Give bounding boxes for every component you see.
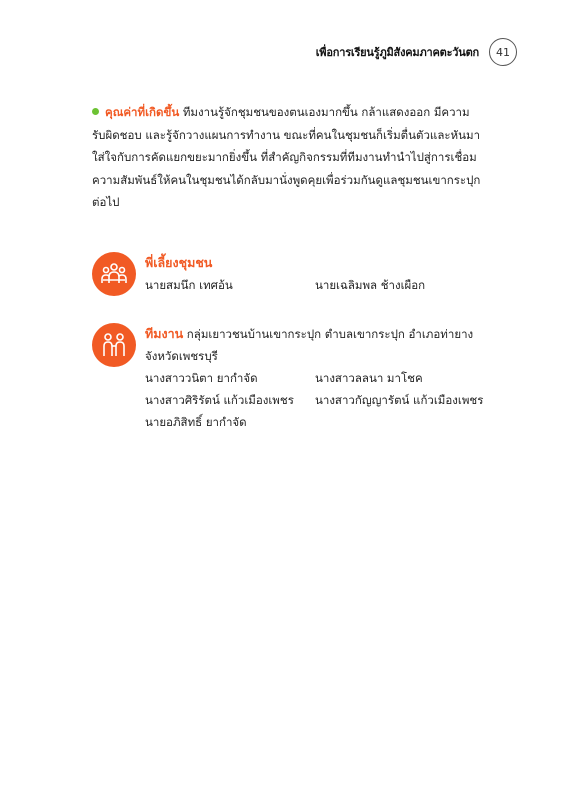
- outcome-paragraph: [92, 101, 506, 214]
- team-member: นางสาวกัญญารัตน์ แก้วเมืองเพชร: [315, 393, 484, 407]
- outcome-lead: คุณค่าที่เกิดขึ้น: [105, 105, 180, 119]
- mentors-title: พี่เลี้ยงชุมชน: [145, 255, 213, 270]
- mentors-body: [145, 252, 515, 296]
- team-member: นางสาวลลนา มาโชค: [315, 371, 423, 385]
- team-body: [145, 323, 515, 433]
- outcome-text: ทีมงานรู้จักชุมชนของตนเองมากขึ้น กล้าแสดงออก มีความ: [179, 105, 470, 119]
- team-member: นางสาวศิริรัตน์ แก้วเมืองเพชร: [145, 393, 294, 407]
- team-province: จังหวัดเพชรบุรี: [145, 349, 218, 363]
- team-people-icon: [92, 323, 136, 367]
- page-header: [316, 38, 517, 66]
- mentors-list: [145, 274, 515, 296]
- outcome-line-2: รับผิดชอบ และรู้จักวางแผนการทำงาน ขณะที่คนในชุมชนก็เริ่มตื่นตัวและหันมา: [92, 127, 481, 142]
- team-member: นางสาววนิตา ยากำจัด: [145, 371, 258, 385]
- page-number: 41: [489, 38, 517, 66]
- header-title: เพื่อการเรียนรู้ภูมิสังคมภาคตะวันตก: [315, 46, 479, 59]
- team-title: ทีมงาน: [145, 326, 184, 341]
- team-members-list: [145, 367, 515, 433]
- outcome-line-1: [92, 101, 506, 124]
- team-member: นายอภิสิทธิ์ ยากำจัด: [145, 415, 247, 429]
- outcome-line-5: ต่อไป: [92, 195, 120, 209]
- team-desc: กลุ่มเยาวชนบ้านเขากระปุก ตำบลเขากระปุก อำเภอท่ายาง: [183, 327, 474, 341]
- green-bullet-icon: [92, 108, 99, 115]
- outcome-line-4: ความสัมพันธ์ให้คนในชุมชนได้กลับมานั่งพูดคุยเพื่อร่วมกันดูแลชุมชนเขากระปุก: [92, 172, 481, 187]
- mentors-group-icon: [92, 252, 136, 296]
- mentor-name: นายเฉลิมพล ช้างเผือก: [315, 278, 426, 292]
- outcome-line-3: ใส่ใจกับการคัดแยกขยะมากยิ่งขึ้น ที่สำคัญกิจกรรมที่ทีมงานทำนำไปสู่การเชื่อม: [92, 150, 477, 164]
- team-heading-line: [145, 323, 515, 345]
- mentor-name: นายสมนึก เทศอ้น: [145, 278, 233, 292]
